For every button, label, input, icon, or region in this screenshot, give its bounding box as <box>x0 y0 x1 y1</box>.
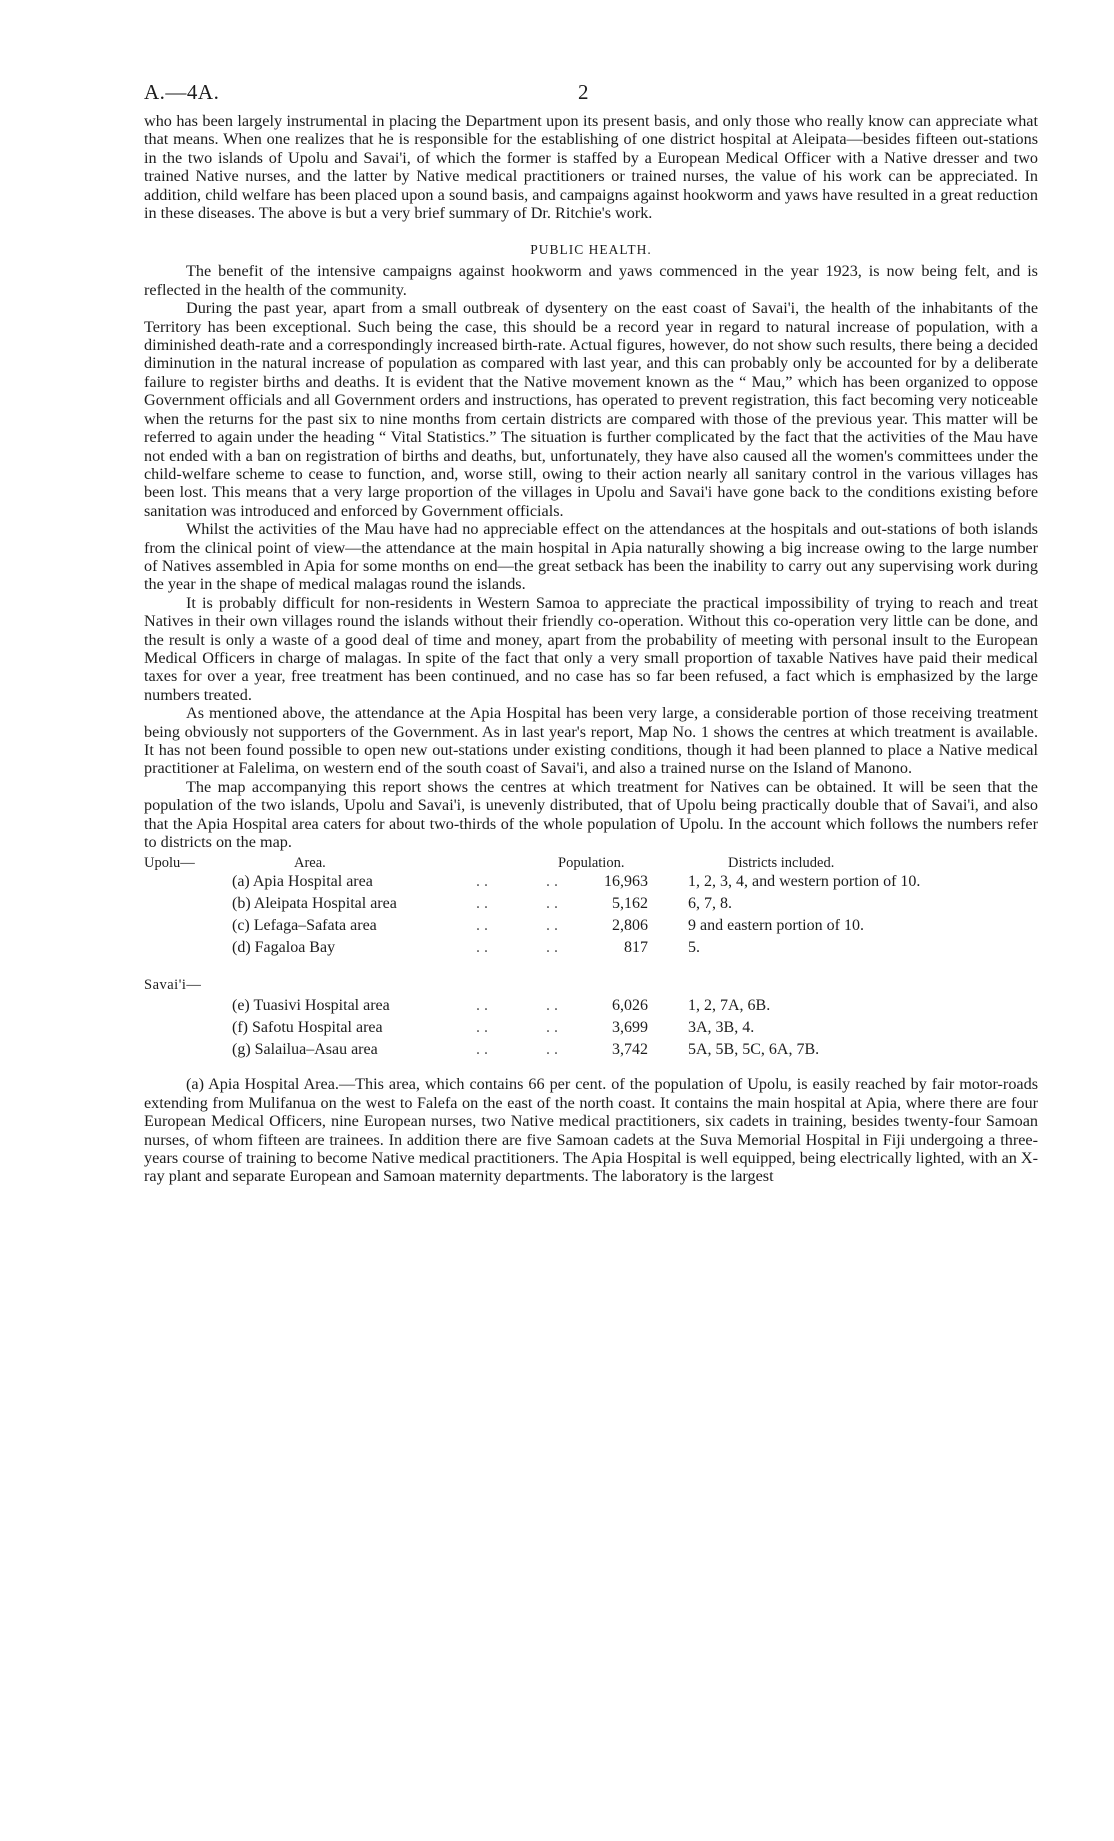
row-population: 2,806 <box>612 917 648 935</box>
paragraph: As mentioned above, the attendance at the Apia Hospital has been very large, a considerable portion of those receiving treatment being obviously not supporters of the Government. As in last year's report, Map No. 1 shows the centres at which treatment is available. It has not been found possible to open new out-stations under existing conditions, though it had been planned to place a Native medical practitioner at Falelima, on western end of the south coast of Savai'i, and also a trained nurse on the Island of Manono. <box>144 704 1038 778</box>
row-population: 16,963 <box>604 873 648 891</box>
leader-dots: . . <box>546 873 558 891</box>
leader-dots: . . <box>476 873 488 891</box>
savaii-label: Savai'i— <box>144 977 202 994</box>
table-row <box>144 895 1038 917</box>
paragraph-apia-hospital-area: (a) Apia Hospital Area.—This area, which contains 66 per cent. of the population of Upolu, is easily reached by fair motor-roads extending from Mulifanua on the west to Falefa on the east of the north coast. It contains the main hospital at Apia, where there are four European Medical Officers, nine European nurses, two Native medical practitioners, six cadets in training, besides twenty-four Samoan nurses, of whom fifteen are trainees. In addition there are five Samoan cadets at the Suva Memorial Hospital in Fiji undergoing a three-years course of training to become Native medical practitioners. The Apia Hospital is well equipped, being electrically lighted, with an X-ray plant and separate European and Samoan maternity departments. The laboratory is the largest <box>144 1075 1038 1186</box>
table-row <box>144 939 1038 961</box>
table-header-row <box>144 855 1038 873</box>
paragraph: During the past year, apart from a small outbreak of dysentery on the east coast of Savai'i, the health of the inhabitants of the Territory has been exceptional. Such being the case, this should be a record year in regard to natural increase of population, with a diminished death-rate and a correspondingly increased birth-rate. Actual figures, however, do not show such results, there being a decided diminution in the natural increase of population as compared with last year, and this can probably only be accounted for by a deliberate failure to register births and deaths. It is evident that the Native movement known as the “ Mau,” which has been organized to oppose Government officials and all Government orders and instructions, has operated to prevent registration, this fact becoming very noticeable when the returns for the past six to nine months from certain districts are compared with those of the previous year. This matter will be referred to again under the heading “ Vital Statistics.” The situation is further complicated by the fact that the activities of the Mau have not ended with a ban on registration of births and deaths, but, unfortunately, they have also caused all the women's committees under the child-welfare scheme to cease to function, and, worse still, owing to their action nearly all sanitary control in the various villages has been lost. This means that a very large proportion of the villages in Upolu and Savai'i have gone back to the conditions existing before sanitation was introduced and enforced by Government officials. <box>144 299 1038 520</box>
row-area: (g) Salailua–Asau area <box>232 1041 378 1059</box>
row-area: (b) Aleipata Hospital area <box>232 895 397 913</box>
paragraph: It is probably difficult for non-residents in Western Samoa to appreciate the practical impossibility of trying to reach and treat Natives in their own villages round the islands without their friendly co-operation. Without this co-operation very little can be done, and the result is only a waste of a good deal of time and money, apart from the probability of meeting with personal insult to the European Medical Officers in charge of malagas. In spite of the fact that only a very small proportion of taxable Natives have paid their medical taxes for over a year, free treatment has been continued, and no case has so far been refused, a fact which is emphasized by the large numbers treated. <box>144 593 1038 704</box>
row-population: 817 <box>624 939 648 957</box>
leader-dots: . . <box>546 1019 558 1037</box>
table-row <box>144 873 1038 895</box>
leader-dots: . . <box>546 917 558 935</box>
leader-dots: . . <box>476 917 488 935</box>
col-area-header: Area. <box>294 855 326 872</box>
row-population: 6,026 <box>612 997 648 1015</box>
leader-dots: . . <box>546 997 558 1015</box>
row-districts: 1, 2, 3, 4, and western portion of 10. <box>688 873 921 891</box>
population-table <box>144 855 1038 1063</box>
row-area: (f) Safotu Hospital area <box>232 1019 383 1037</box>
savaii-section <box>144 973 1038 997</box>
row-population: 3,742 <box>612 1041 648 1059</box>
leader-dots: . . <box>546 895 558 913</box>
document-page <box>144 72 1038 1186</box>
page-header <box>144 72 1038 112</box>
table-row <box>144 917 1038 939</box>
leader-dots: . . <box>476 1019 488 1037</box>
document-reference: A.—4A. <box>144 80 220 104</box>
leader-dots: . . <box>476 939 488 957</box>
table-row <box>144 997 1038 1019</box>
row-districts: 6, 7, 8. <box>688 895 732 913</box>
upolu-label: Upolu— <box>144 855 195 872</box>
row-districts: 1, 2, 7A, 6B. <box>688 997 771 1015</box>
leader-dots: . . <box>476 895 488 913</box>
row-population: 5,162 <box>612 895 648 913</box>
leader-dots: . . <box>476 1041 488 1059</box>
table-row <box>144 1019 1038 1041</box>
section-heading: PUBLIC HEALTH. <box>530 242 652 258</box>
row-area: (c) Lefaga–Safata area <box>232 917 377 935</box>
row-population: 3,699 <box>612 1019 648 1037</box>
paragraph: The map accompanying this report shows the centres at which treatment for Natives can be obtained. It will be seen that the population of the two islands, Upolu and Savai'i, is unevenly distributed, that of Upolu being practically double that of Savai'i, and also that the Apia Hospital area caters for about two-thirds of the whole population of Upolu. In the account which follows the numbers refer to districts on the map. <box>144 777 1038 852</box>
leader-dots: . . <box>546 939 558 957</box>
leader-dots: . . <box>476 997 488 1015</box>
col-districts-header: Districts included. <box>728 855 835 872</box>
row-districts: 3A, 3B, 4. <box>688 1019 755 1037</box>
paragraph-continued: who has been largely instrumental in placing the Department upon its present basis, and only those who really know can appreciate what that means. When one realizes that he is responsible for the establishing of one district hospital at Aleipata—besides fifteen out-stations in the two islands of Upolu and Savai'i, of which the former is staffed by a European Medical Officer with a Native dresser and two trained Native nurses, and the latter by Native medical practitioners or trained nurses, the value of his work can be appreciated. In addition, child welfare has been placed upon a sound basis, and campaigns against hookworm and yaws have resulted in a great reduction in these diseases. The above is but a very brief summary of Dr. Ritchie's work. <box>144 112 1038 223</box>
row-area: (d) Fagaloa Bay <box>232 939 336 957</box>
row-districts: 5. <box>688 939 700 957</box>
col-population-header: Population. <box>558 855 625 872</box>
row-districts: 5A, 5B, 5C, 6A, 7B. <box>688 1041 820 1059</box>
paragraph: Whilst the activities of the Mau have had no appreciable effect on the attendances at the hospitals and out-stations of both islands from the clinical point of view—the attendance at the main hospital in Apia naturally showing a big increase owing to the large number of Natives assembled in Apia for some months on end—the great setback has been the inability to carry out any supervising work during the year in the shape of medical malagas round the islands. <box>144 520 1038 594</box>
leader-dots: . . <box>546 1041 558 1059</box>
page-number: 2 <box>578 80 589 104</box>
row-districts: 9 and eastern portion of 10. <box>688 917 864 935</box>
table-row <box>144 1041 1038 1063</box>
row-area: (e) Tuasivi Hospital area <box>232 997 390 1015</box>
row-area: (a) Apia Hospital area <box>232 873 373 891</box>
paragraph: The benefit of the intensive campaigns against hookworm and yaws commenced in the year 1923, is now being felt, and is reflected in the health of the community. <box>144 262 1038 299</box>
